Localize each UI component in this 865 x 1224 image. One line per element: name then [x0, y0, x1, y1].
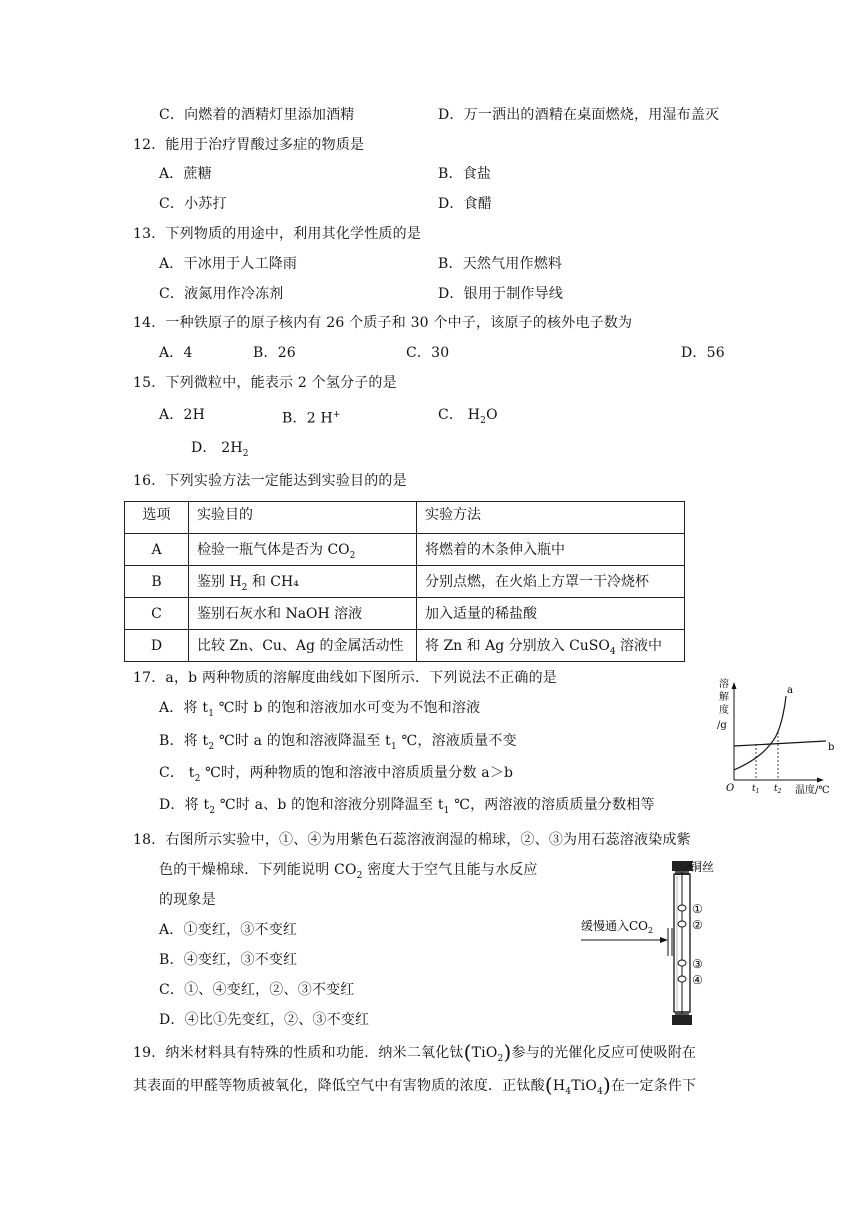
header-option: 选项	[125, 502, 189, 534]
q19-stem-line1: 19．纳米材料具有特殊的性质和功能．纳米二氧化钛(TiO$_2$)参与的光催化反应可使吸附在	[133, 1040, 697, 1064]
graph-ylabel-4: /g	[717, 720, 727, 731]
y-axis-arrow	[732, 682, 737, 689]
curve-a-label: a	[787, 685, 793, 696]
ball-label-4: ④	[692, 973, 703, 987]
row-goal: 检验一瓶气体是否为 $CO_2$	[189, 534, 417, 566]
q18-option-c: C．①、④变红，②、③不变红	[159, 982, 355, 998]
copper-wire-label: 铜丝	[690, 860, 715, 874]
co2-tube-apparatus	[576, 858, 736, 1034]
q19-stem-line2: 其表面的甲醛等物质被氧化，降低空气中有害物质的浓度．正钛酸$(H_4TiO_4)$在一定条件下	[133, 1073, 697, 1097]
graph-ylabel-3: 度	[719, 705, 729, 716]
header-method: 实验方法	[417, 502, 685, 534]
cotton-ball-2	[678, 921, 686, 927]
row-option: C	[125, 598, 189, 630]
gas-inlet-label: 缓慢通入$CO_2$	[581, 919, 654, 935]
q18-stem-line1: 18．右图所示实验中，①、④为用紫色石蕊溶液润湿的棉球，②、③为用石蕊溶液染成紫	[133, 832, 691, 848]
graph-ylabel-1: 溶	[719, 679, 729, 690]
q12-option-d: D．食醋	[438, 196, 493, 212]
row-option: A	[125, 534, 189, 566]
row-method: 将 Zn 和 Ag 分别放入 CuSO$_4$ 溶液中	[417, 630, 685, 662]
q16-stem: 16．下列实验方法一定能达到实验目的的是	[133, 473, 407, 489]
q17-option-b: B．将 $t_2$ ℃时 a 的饱和溶液降温至 $t_1$ ℃，溶液质量不变	[159, 733, 517, 752]
ball-label-1: ①	[692, 902, 703, 916]
row-method: 加入适量的稀盐酸	[417, 598, 685, 630]
curve-b-label: b	[828, 742, 835, 753]
q11-option-c: C．向燃着的酒精灯里添加酒精	[159, 107, 355, 123]
curve-b	[734, 741, 826, 746]
cotton-ball-4	[678, 976, 686, 982]
gas-arrow-head	[660, 937, 668, 943]
q18-option-d: D．④比①先变红，②、③不变红	[159, 1012, 370, 1028]
q12-option-c: C．小苏打	[159, 196, 227, 212]
row-goal: 鉴别 $H_2$ 和 CH₄	[189, 566, 417, 598]
row-goal: 比较 Zn、Cu、Ag 的金属活动性	[189, 630, 417, 662]
q15-option-d: D． $2H_2$	[191, 440, 249, 459]
row-goal: 鉴别石灰水和 NaOH 溶液	[189, 598, 417, 630]
header-goal: 实验目的	[189, 502, 417, 534]
q15-option-c: C． $H_2O$	[438, 407, 498, 426]
q15-stem: 15．下列微粒中，能表示 2 个氢分子的是	[133, 375, 397, 391]
graph-xlabel: 温度/℃	[795, 785, 830, 796]
row-method: 分别点燃，在火焰上方罩一干冷烧杯	[417, 566, 685, 598]
table-row	[125, 534, 685, 566]
q12-stem: 12．能用于治疗胃酸过多症的物质是	[133, 137, 365, 153]
table-row	[125, 630, 685, 662]
cotton-ball-1	[678, 905, 686, 911]
q18-option-a: A．①变红，③不变红	[159, 922, 298, 938]
q17-option-c: C． $t_2$ ℃时，两种物质的饱和溶液中溶质质量分数 a＞b	[159, 765, 514, 784]
q17-option-a: A．将 $t_1$ ℃时 b 的饱和溶液加水可变为不饱和溶液	[159, 700, 481, 719]
q17-option-d: D．将 $t_2$ ℃时 a、b 的饱和溶液分别降温至 $t_1$ ℃，两溶液的溶质质量分数相等	[159, 797, 655, 816]
row-option: B	[125, 566, 189, 598]
ball-label-2: ②	[692, 918, 703, 932]
q18-stem-line2: 色的干燥棉球．下列能说明 $CO_2$ 密度大于空气且能与水反应	[159, 862, 538, 881]
q18-stem-line3: 的现象是	[159, 892, 216, 908]
solubility-curve-graph	[712, 672, 844, 800]
t1-label: $t_1$	[752, 784, 760, 795]
graph-ylabel-2: 解	[719, 692, 729, 703]
cotton-ball-3	[678, 960, 686, 966]
q15-option-a: A．2H	[159, 407, 206, 423]
q13-option-b: B．天然气用作燃料	[438, 256, 563, 272]
ball-label-3: ③	[692, 957, 703, 971]
row-method: 将燃着的木条伸入瓶中	[417, 534, 685, 566]
origin-label: O	[726, 783, 735, 794]
q12-option-b: B．食盐	[438, 166, 492, 182]
x-axis-arrow	[817, 778, 824, 783]
q11-option-d: D．万一洒出的酒精在桌面燃烧，用湿布盖灭	[438, 107, 720, 123]
table-row	[125, 566, 685, 598]
q18-option-b: B．④变红，③不变红	[159, 952, 298, 968]
table-header-row	[125, 502, 685, 534]
q14-option-b: B．26	[253, 345, 296, 361]
row-option: D	[125, 630, 189, 662]
q13-option-a: A．干冰用于人工降雨	[159, 256, 298, 272]
q13-stem: 13．下列物质的用途中，利用其化学性质的是	[133, 226, 422, 242]
q14-option-a: A．4	[159, 345, 193, 361]
q16-experiment-table	[124, 501, 685, 662]
table-row	[125, 598, 685, 630]
q14-option-d: D．56	[681, 345, 725, 361]
q13-option-c: C．液氮用作冷冻剂	[159, 286, 284, 302]
q14-option-c: C．30	[406, 345, 450, 361]
q14-stem: 14．一种铁原子的原子核内有 26 个质子和 30 个中子，该原子的核外电子数为	[133, 315, 633, 331]
q17-stem: 17．a，b 两种物质的溶解度曲线如下图所示．下列说法不正确的是	[133, 670, 557, 686]
q12-option-a: A．蔗糖	[159, 166, 212, 182]
q13-option-d: D．银用于制作导线	[438, 286, 564, 302]
t2-label: $t_2$	[774, 784, 782, 795]
q15-option-b: B．2 H+	[282, 410, 341, 427]
bottom-stopper	[672, 1015, 692, 1025]
